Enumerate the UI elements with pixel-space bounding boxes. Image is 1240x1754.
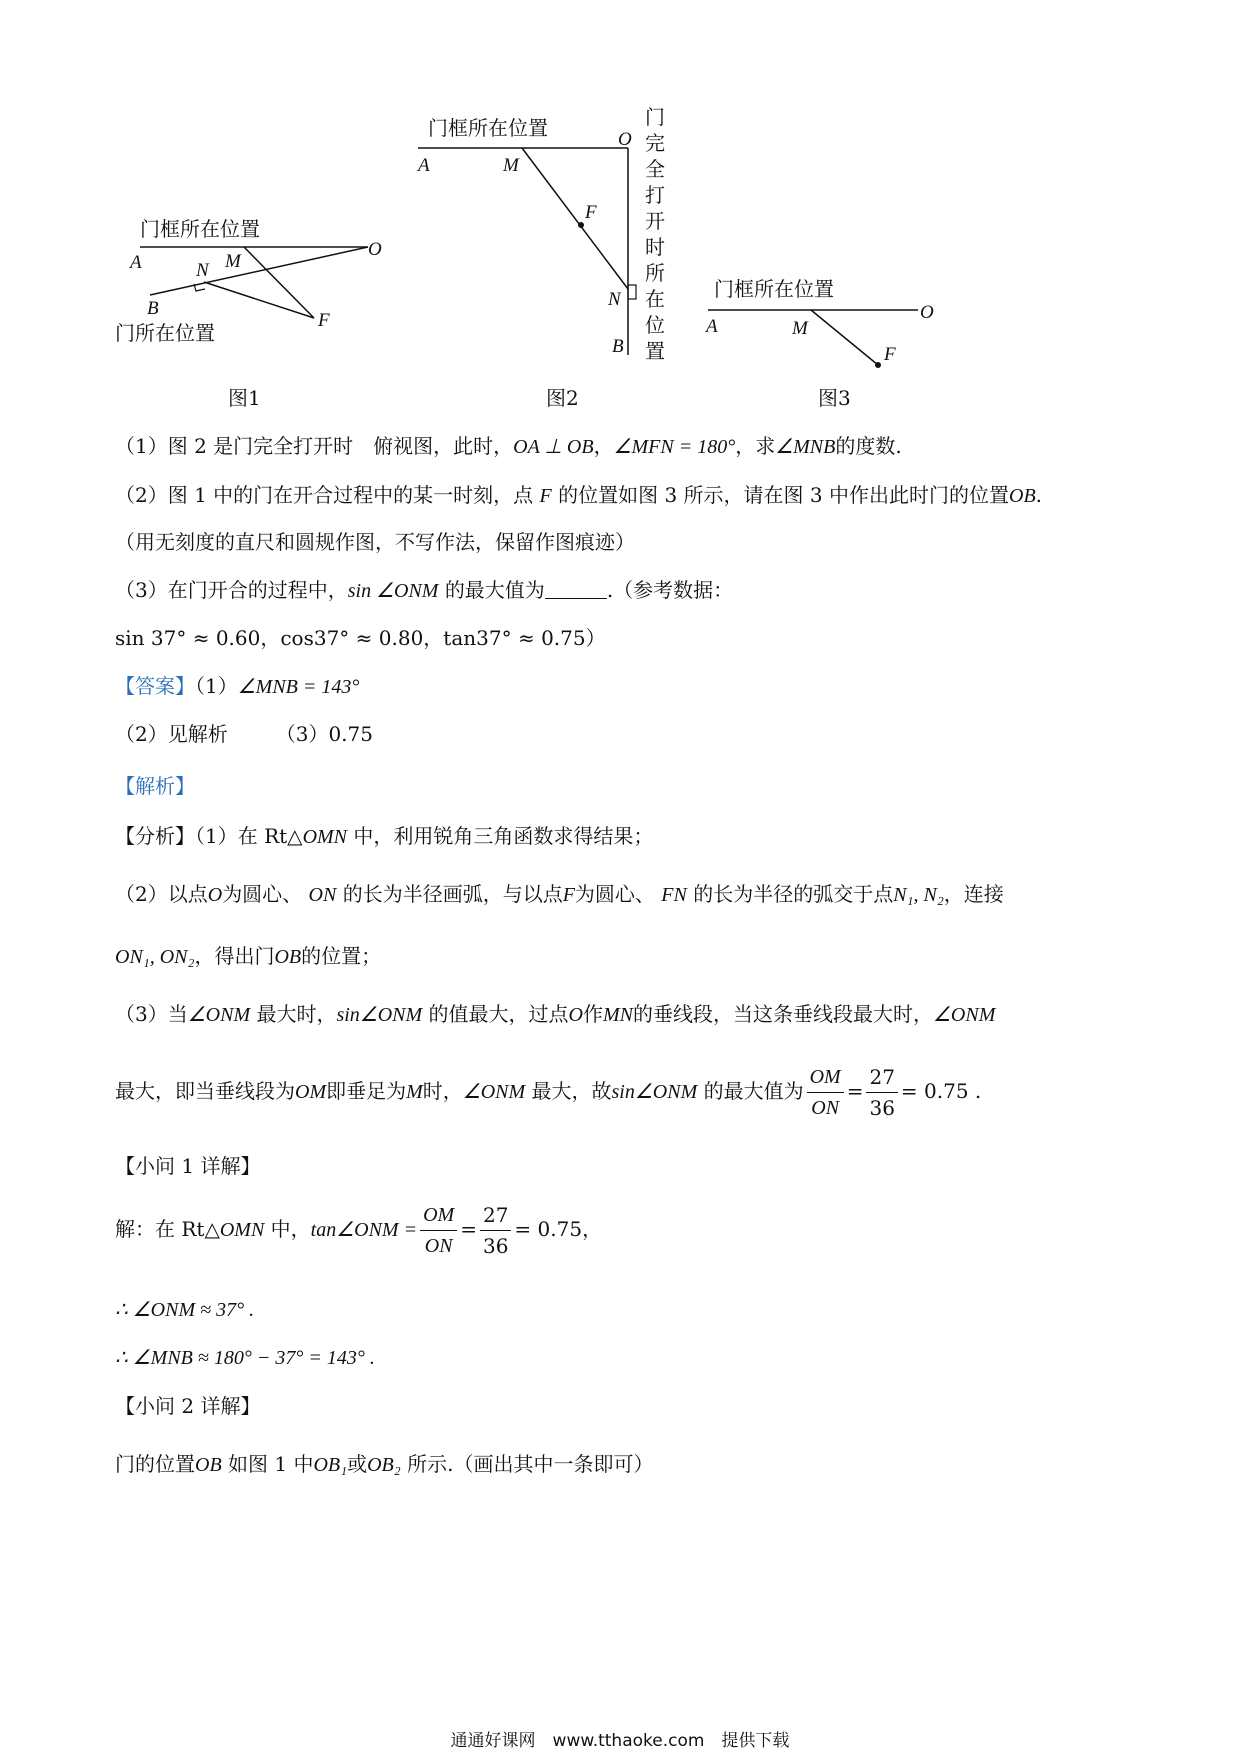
fig2-caption: 图2 <box>546 386 579 410</box>
fraction-numerator: OM <box>420 1200 457 1231</box>
fig2-vlabel-char: 开 <box>645 209 665 233</box>
detail2-d: 所示.（画出其中一条即可） <box>407 1452 654 1476</box>
figures-svg <box>0 0 1240 420</box>
analysis-p3-b: 最大时， <box>256 1002 337 1026</box>
question-3-ref: sin 37° ≈ 0.60，cos37° ≈ 0.80，tan37° ≈ 0.75） <box>115 626 606 650</box>
analysis-p2-FN: FN <box>661 884 687 906</box>
analysis-p3-d: 作 <box>583 1002 603 1026</box>
fig2-vlabel-char: 完 <box>645 131 665 155</box>
detail-1-line1: 解：在 Rt△OMN 中，tan∠ONM = $\frac{OM}{ON}$ = $\frac{27}{36}$ = 0.75， <box>115 1200 1135 1261</box>
analysis-p2-line2 <box>115 942 1135 971</box>
detail2-c: 或 <box>347 1452 368 1476</box>
figure-1 <box>115 217 382 345</box>
analysis-p3-l2-b: 即垂足为 <box>326 1079 407 1103</box>
answer-1-label: （1） <box>195 674 238 698</box>
analysis-p3-angle2: ∠ONM <box>933 1004 996 1026</box>
analysis-p2-end: 的位置； <box>301 944 382 968</box>
analysis-p3-a: （3）当 <box>115 1002 188 1026</box>
q2-OB: OB <box>1009 485 1036 507</box>
fig2-point-A: A <box>418 155 430 176</box>
fig1-point-F: F <box>318 310 330 331</box>
fig2-vlabel-char: 置 <box>645 339 665 363</box>
analysis-p2-segments: ON₁, ON₂ <box>115 946 195 968</box>
fraction-numerator: OM <box>807 1062 844 1093</box>
analysis-p1-b: 中，利用锐角三角函数求得结果； <box>353 824 654 848</box>
analysis-p1 <box>115 822 1135 851</box>
fig3-point-F: F <box>884 344 896 365</box>
answer-line-1 <box>115 672 1135 701</box>
fig2-vlabel-char: 在 <box>645 287 665 311</box>
analysis-p3-l2-e: 的最大值为 <box>703 1079 804 1103</box>
fig3-caption: 图3 <box>818 386 851 410</box>
fig1-door-label: 门所在位置 <box>115 321 215 345</box>
fig3-frame-label: 门框所在位置 <box>714 277 834 301</box>
detail1-fraction-27-36 <box>480 1200 511 1261</box>
fig2-vlabel-char: 时 <box>645 235 665 259</box>
answer-line-2 <box>115 720 1135 748</box>
question-1 <box>115 432 1135 461</box>
q1-suffix: ，求 <box>735 434 776 458</box>
detail2-b: 如图 1 中 <box>228 1452 314 1476</box>
analysis-p2-b: 为圆心、 <box>222 882 303 906</box>
fig2-vlabel-char: 位 <box>645 313 665 337</box>
detail2-OB2: OB₂ <box>367 1454 401 1476</box>
fraction-denominator: 36 <box>482 1234 509 1258</box>
fig2-vertical-label <box>645 105 665 363</box>
fig1-line-BO <box>150 247 368 295</box>
q3-middle: 的最大值为 <box>444 578 545 602</box>
fig2-vlabel-char: 门 <box>645 105 665 129</box>
detail1-tan: tan∠ONM = <box>310 1219 418 1241</box>
fig1-caption: 图1 <box>228 386 261 410</box>
fig1-point-N: N <box>196 260 209 281</box>
analysis-p3-MN: MN <box>603 1004 633 1026</box>
analysis-p3-O: O <box>568 1004 583 1026</box>
fig2-point-B: B <box>612 336 624 357</box>
fraction-numerator: 27 <box>866 1062 897 1093</box>
analysis-p2-line1 <box>115 880 1135 909</box>
detail2-a: 门的位置 <box>115 1452 195 1476</box>
analysis-p3-sin2: sin∠ONM <box>611 1081 698 1103</box>
analysis-p3-M: M <box>406 1081 423 1103</box>
analysis-p2-points: N₁, N₂ <box>893 884 944 906</box>
detail2-OB1: OB₁ <box>313 1454 348 1476</box>
q2-end: . <box>1035 483 1043 507</box>
fraction-denominator: 36 <box>869 1096 895 1120</box>
analysis-p3-l2-d: 最大，故 <box>531 1079 612 1103</box>
analysis-tag: 【解析】 <box>115 774 195 798</box>
q1-prefix: （1）图 2 是门完全打开时 俯视图，此时， <box>115 434 514 458</box>
fig2-point-O: O <box>618 129 632 150</box>
figure-2 <box>416 105 665 363</box>
analysis-p3-l2-a: 最大，即当垂线段为 <box>115 1079 295 1103</box>
analysis-p2-O: O <box>207 884 223 906</box>
fig2-hinge-mark <box>628 285 636 299</box>
figure-3 <box>704 277 934 368</box>
question-3 <box>115 576 1135 605</box>
fig2-vlabel-char: 所 <box>645 261 665 285</box>
q1-cond2: ∠MFN = 180° <box>613 436 736 458</box>
analysis-p2-F: F <box>562 884 575 906</box>
analysis-p3-c: 的值最大，过点 <box>428 1002 569 1026</box>
detail1-a: 解：在 Rt△ <box>115 1217 220 1241</box>
fig1-frame-label: 门框所在位置 <box>140 217 260 241</box>
fig3-point-F-dot <box>875 362 881 368</box>
question-2-note: （用无刻度的直尺和圆规作图，不写作法，保留作图痕迹） <box>115 530 635 554</box>
q1-target: ∠MNB <box>775 436 836 458</box>
fig1-line-NF <box>204 282 314 318</box>
fig2-point-M: M <box>503 155 519 176</box>
detail1-result: = 0.75， <box>514 1217 603 1241</box>
q3-end: .（参考数据： <box>606 578 734 602</box>
q1-end: 的度数. <box>835 434 902 458</box>
analysis-p2-c: 的长为半径画弧，与以点 <box>342 882 563 906</box>
answer-2: （2）见解析 <box>115 722 228 746</box>
analysis-p2-ON: ON <box>308 884 337 906</box>
analysis-p3-line2: 最大，即当垂线段为OM即垂足为M时，∠ONM 最大，故sin∠ONM 的最大值为 $\frac{OM}{ON}$ = $\frac{27}{36}$ = 0.75 . <box>115 1062 1135 1123</box>
fig1-point-A: A <box>130 252 142 273</box>
fig2-vlabel-char: 打 <box>645 183 665 207</box>
detail-2-tag: 【小问 2 详解】 <box>115 1394 261 1418</box>
detail2-OB: OB <box>195 1454 222 1476</box>
detail1-b: 中， <box>270 1217 311 1241</box>
analysis-p3-e: 的垂线段，当这条垂线段最大时， <box>633 1002 933 1026</box>
q2-prefix: （2）图 1 中的门在开合过程中的某一时刻，点 <box>115 483 534 507</box>
fig3-point-M: M <box>792 318 808 339</box>
analysis-p3-result: = 0.75 . <box>900 1079 982 1103</box>
answer-1: ∠MNB = 143° <box>237 676 360 698</box>
analysis-p3-angle3: ∠ONM <box>462 1081 526 1103</box>
fraction-denominator: ON <box>424 1235 453 1257</box>
fig2-line-MN <box>522 148 628 289</box>
detail-1-tag: 【小问 1 详解】 <box>115 1154 261 1178</box>
q3-expr: sin ∠ONM <box>347 580 439 602</box>
question-2 <box>115 481 1135 510</box>
fig1-line-MF <box>244 247 314 318</box>
detail-1-line3: ∴ ∠MNB ≈ 180° − 37° = 143° . <box>115 1347 375 1369</box>
analysis-p3-angle: ∠ONM <box>187 1004 251 1026</box>
fig2-vlabel-char: 全 <box>645 157 665 181</box>
fig2-point-N: N <box>608 289 621 310</box>
analysis-p2-a: （2）以点 <box>115 882 208 906</box>
fraction-denominator: ON <box>811 1097 840 1119</box>
fraction-numerator: 27 <box>480 1200 511 1231</box>
q1-sep: ， <box>593 434 614 458</box>
detail1-fraction-om-on <box>420 1200 457 1261</box>
fig1-point-O: O <box>368 239 382 260</box>
analysis-p3-OM: OM <box>295 1081 327 1103</box>
figures-area <box>0 0 1240 420</box>
fig1-point-M: M <box>225 251 241 272</box>
answer-3: （3）0.75 <box>275 722 373 746</box>
fig3-point-A: A <box>706 316 718 337</box>
detail1-omn: OMN <box>219 1219 265 1241</box>
q2-middle: 的位置如图 3 所示，请在图 3 中作出此时门的位置 <box>558 483 1009 507</box>
fig3-point-O: O <box>920 302 934 323</box>
analysis-p1-tag: 【分析】 <box>115 824 195 848</box>
analysis-p2-d: 为圆心、 <box>574 882 655 906</box>
page-footer: 通通好课网 www.tthaoke.com 提供下载 <box>450 1731 790 1751</box>
fig2-frame-label: 门框所在位置 <box>428 116 548 140</box>
answer-tag: 【答案】 <box>115 674 195 698</box>
q2-point-F: F <box>539 485 552 507</box>
analysis-p1-omn: OMN <box>302 826 348 848</box>
analysis-p2-f: ，连接 <box>943 882 1004 906</box>
detail-2-line1 <box>115 1450 1135 1479</box>
analysis-p3-sin: sin∠ONM <box>336 1004 423 1026</box>
analysis-p2-g: ，得出门 <box>194 944 275 968</box>
analysis-p2-OB: OB <box>274 946 302 968</box>
fig2-point-F: F <box>585 202 597 223</box>
q3-answer-blank <box>545 578 607 599</box>
analysis-p3-line1 <box>115 1000 1135 1029</box>
q1-cond1: OA ⊥ OB <box>513 436 594 458</box>
analysis-fraction-27-36 <box>866 1062 897 1123</box>
analysis-p2-e: 的长为半径的弧交于点 <box>693 882 894 906</box>
detail-1-line2: ∴ ∠ONM ≈ 37° . <box>115 1299 255 1321</box>
analysis-p3-l2-c: 时， <box>422 1079 463 1103</box>
analysis-fraction-om-on <box>807 1062 844 1123</box>
fig2-point-F-dot <box>578 222 584 228</box>
analysis-p1-a: （1）在 Rt△ <box>195 824 303 848</box>
fig3-line-MF <box>811 310 878 365</box>
fig1-point-B: B <box>147 298 159 319</box>
q3-prefix: （3）在门开合的过程中， <box>115 578 348 602</box>
